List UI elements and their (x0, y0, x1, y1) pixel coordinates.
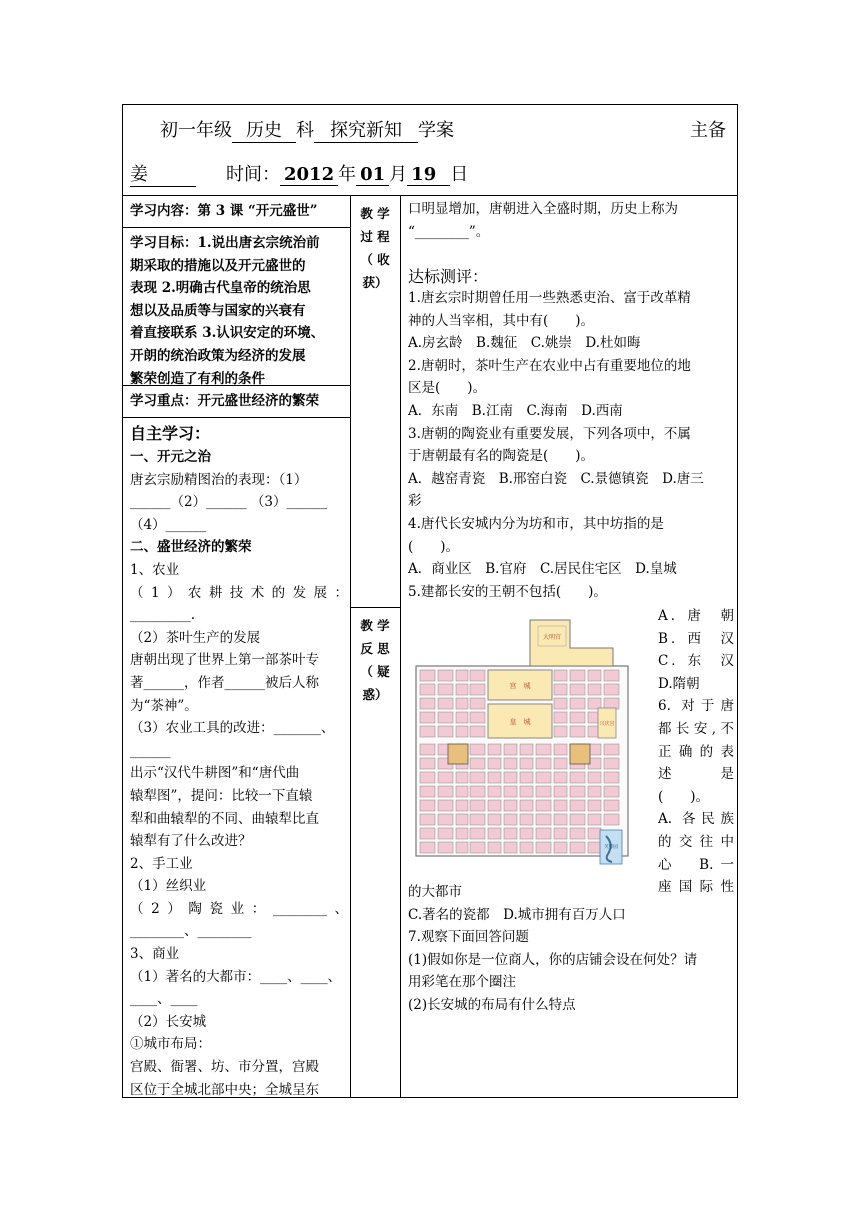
text-line: “________”。 (408, 223, 490, 240)
question-line: 7.观察下面回答问题 (408, 929, 529, 946)
q6-line: A. 各民族 (658, 811, 734, 828)
label-line: （ 疑 (360, 664, 390, 679)
text-line: 著______，作者______被后人称 (130, 674, 319, 691)
goal-line: 开朗的统治政策为经济的发展 (130, 347, 306, 364)
text-line: 出示“汉代牛耕图”和“唐代曲 (130, 765, 300, 782)
ward-block (438, 684, 453, 695)
ward-block (420, 698, 435, 709)
ward-block (536, 842, 551, 853)
nian: 年 (338, 164, 357, 185)
ward-block (520, 800, 533, 811)
ward-block (456, 698, 468, 709)
text-line: 犁和曲辕犁的不同、曲辕犁比直 (130, 810, 319, 827)
ward-block (554, 828, 567, 839)
ward-block (604, 758, 619, 769)
east-market (570, 744, 590, 764)
ward-block (488, 842, 501, 853)
ward-block (604, 670, 619, 681)
ward-block (470, 842, 485, 853)
text-line: ____、____ (130, 991, 198, 1008)
question-line: 区是( )。 (408, 380, 487, 397)
label-line: 获） (362, 275, 388, 290)
option: A．唐 朝 (658, 608, 734, 624)
q6-line: 述 是 (658, 766, 734, 783)
ward-block (470, 772, 485, 783)
label-line: 反 思 (360, 641, 390, 656)
learning-content: 学习内容：第 3 课 “开元盛世” (130, 203, 318, 219)
ward-block (570, 786, 585, 797)
ke: 科 (296, 120, 314, 141)
text-line: （3）农业工具的改进：_______、 (130, 720, 335, 737)
yue: 月 (389, 164, 408, 185)
text-line: ________、________ (130, 923, 252, 940)
question-line: 4.唐代长安城内分为坊和市，其中坊指的是 (408, 515, 664, 532)
goal-line: 表现 2.明确古代皇帝的统治思 (130, 280, 311, 297)
ward-block (488, 828, 501, 839)
ward-block (536, 800, 551, 811)
ward-block (470, 758, 485, 769)
ward-block (520, 786, 533, 797)
options-line: A．东南 B.江南 C.海南 D.西南 (408, 402, 623, 419)
ward-block (536, 758, 551, 769)
questions (408, 287, 734, 603)
question-line: 1.唐玄宗时期曾任用一些熟悉吏治、富于改革精 (408, 290, 691, 306)
label-line: 过 程 (360, 229, 390, 244)
teaching-reflection-label (356, 614, 394, 706)
ward-block (588, 786, 601, 797)
mid-divider (350, 607, 400, 608)
text-line: _________. (130, 607, 196, 624)
ward-block (604, 772, 619, 783)
ward-block (504, 744, 517, 755)
goal-line: 期采取的措施以及开元盛世的 (130, 257, 306, 274)
day: 19 (407, 164, 450, 186)
ward-block (604, 698, 619, 709)
ward-block (570, 684, 585, 695)
daming-label: 大明宫 (542, 634, 562, 641)
ward-block (536, 786, 551, 797)
goal-line: 繁荣创造了有利的条件 (130, 370, 265, 387)
ward-block (470, 684, 485, 695)
ward-block (470, 670, 485, 681)
furong-label: 芙蓉园 (604, 845, 618, 850)
ward-block (588, 772, 601, 783)
ward-block (554, 772, 567, 783)
ward-block (536, 814, 551, 825)
ward-block (554, 842, 567, 853)
ward-block (520, 772, 533, 783)
q5-q6-side (658, 605, 734, 899)
month: 01 (356, 164, 389, 186)
subject: 历史 (232, 116, 296, 143)
xingqing-label: 兴庆宫 (599, 721, 615, 727)
ward-block (488, 772, 501, 783)
intro-text (408, 198, 734, 243)
palace-city-label: 宫 城 (509, 682, 531, 690)
label-line: （ 收 (360, 252, 390, 267)
ward-block (504, 814, 517, 825)
q6-line: 正确的表 (658, 743, 734, 760)
text-line: ①城市布局： (130, 1036, 211, 1053)
ward-block (456, 828, 468, 839)
question-line: 3.唐朝的陶瓷业有重要发展，下列各项中，不属 (408, 425, 691, 442)
self-study-content (130, 446, 348, 1101)
ward-block (420, 786, 435, 797)
question-line: 5.建都长安的王朝不包括( )。 (408, 583, 607, 600)
ward-block (420, 670, 435, 681)
question-line: 2.唐朝时，茶叶生产在农业中占有重要地位的地 (408, 357, 691, 374)
plan-label: 学案 (418, 120, 454, 141)
ward-block (438, 842, 453, 853)
ward-block (554, 800, 567, 811)
question-line: 神的人当宰相，其中有( )。 (408, 312, 595, 329)
self-study-title: 自主学习： (130, 424, 211, 443)
text-line: （2）茶叶生产的发展 (130, 629, 261, 646)
ward-block (504, 758, 517, 769)
q6-line: 的大都市 (408, 884, 462, 900)
label-line: 惑） (362, 687, 388, 702)
text-line: （2）陶瓷业：________、 (130, 900, 348, 917)
ward-block (420, 744, 435, 755)
ward-block (504, 800, 517, 811)
ward-block (554, 712, 567, 723)
test-title: 达标测评： (408, 267, 489, 286)
goal-line: 学习目标：1.说出唐玄宗统治前 (130, 235, 320, 251)
ward-block (470, 828, 485, 839)
ward-block (536, 772, 551, 783)
ward-block (570, 670, 585, 681)
ward-block (456, 800, 468, 811)
ward-block (520, 758, 533, 769)
ward-block (488, 758, 501, 769)
ward-block (588, 828, 601, 839)
goal-line: 想以及品质等与国家的兴衰有 (130, 302, 306, 319)
ward-block (554, 698, 567, 709)
ward-block (536, 828, 551, 839)
ward-block (488, 744, 501, 755)
ward-block (554, 786, 567, 797)
author: 姜 (130, 160, 196, 187)
ri: 日 (450, 164, 469, 185)
text-line: （1）农耕技术的发展： (130, 584, 348, 601)
ward-block (570, 726, 585, 737)
options-line: A．越窑青瓷 B.邢窑白瓷 C.景德镇瓷 D.唐三 (408, 470, 704, 487)
label-line: 教 学 (360, 618, 390, 633)
west-market (448, 744, 468, 764)
ward-block (504, 786, 517, 797)
text-line: 辕犁有了什么改进？ (130, 833, 252, 850)
text-line: （4）______ (130, 516, 207, 533)
ward-block (604, 814, 619, 825)
q6-line: 6. 对于唐 (658, 698, 734, 715)
ward-block (456, 726, 468, 737)
ward-block (420, 842, 435, 853)
ward-block (504, 842, 517, 853)
section-title: 二、盛世经济的繁荣 (130, 539, 252, 556)
text-line: 宫殿、衙署、坊、市分置，宫殿 (130, 1059, 319, 1076)
text-line: 区位于全城北部中央；全城呈东 (130, 1081, 319, 1098)
ward-block (456, 684, 468, 695)
header-line-2 (130, 160, 468, 187)
text-line: 3、商业 (130, 946, 180, 963)
text-line: ______ (130, 742, 171, 759)
ward-block (588, 698, 601, 709)
label-line: 教 学 (360, 206, 390, 221)
text-line: 唐朝出现了世界上第一部茶叶专 (130, 652, 319, 669)
question-line: 用彩笔在那个圈注 (408, 974, 516, 991)
ward-block (554, 744, 567, 755)
ward-block (570, 698, 585, 709)
ward-block (488, 800, 501, 811)
zhubei-label: 主备 (690, 120, 726, 141)
text-line: 口明显增加，唐朝进入全盛时期，历史上称为 (408, 201, 678, 217)
ward-block (604, 800, 619, 811)
row-divider-1 (122, 227, 350, 228)
ward-block (488, 814, 501, 825)
teaching-process-label (356, 202, 394, 294)
ward-block (470, 712, 485, 723)
ward-block (420, 684, 435, 695)
changan-map (408, 604, 636, 874)
q6-line: 的交往中 (658, 833, 734, 850)
q6-line: ( )。 (658, 788, 710, 805)
ward-block (438, 786, 453, 797)
ward-block (456, 814, 468, 825)
ward-block (488, 786, 501, 797)
ward-block (588, 684, 601, 695)
ward-block (456, 670, 468, 681)
ward-block (470, 744, 485, 755)
text-line: （2）长安城 (130, 1013, 207, 1030)
text-line: （1）著名的大都市：____、____、 (130, 968, 342, 985)
ward-block (570, 712, 585, 723)
col-divider-right (400, 195, 401, 1098)
ward-block (470, 726, 485, 737)
ward-block (588, 842, 601, 853)
options-line: C.著名的瓷都 D.城市拥有百万人口 (408, 906, 626, 923)
q6-line: 心 B.一 (658, 856, 734, 873)
ward-block (554, 814, 567, 825)
option: B．西 汉 (658, 630, 734, 647)
ward-block (504, 828, 517, 839)
header-line-1 (160, 116, 454, 143)
imperial-city-label: 皇 城 (509, 718, 531, 726)
ward-block (420, 712, 435, 723)
ward-block (554, 684, 567, 695)
q6-line: 座国际性 (658, 879, 734, 896)
text-line: （1）丝织业 (130, 878, 207, 895)
header-divider (122, 195, 738, 196)
question-line: (2)长安城的布局有什么特点 (408, 996, 576, 1013)
row-divider-3 (122, 417, 350, 418)
ward-block (570, 828, 585, 839)
ward-block (554, 726, 567, 737)
q6-line: 都长安,不 (658, 720, 734, 737)
ward-block (438, 828, 453, 839)
ward-block (420, 814, 435, 825)
ward-block (456, 786, 468, 797)
ward-block (420, 772, 435, 783)
question-line: 于唐朝最有名的陶瓷是( )。 (408, 448, 595, 465)
ward-block (420, 828, 435, 839)
year: 2012 (280, 164, 338, 186)
ward-block (438, 772, 453, 783)
question-line: (1)假如你是一位商人，你的店铺会设在何处？请 (408, 951, 698, 968)
ward-block (604, 744, 619, 755)
options-line: A．商业区 B.官府 C.居民住宅区 D.皇城 (408, 561, 677, 578)
ward-block (470, 786, 485, 797)
time-label: 时间： (226, 164, 280, 185)
questions-tail (408, 881, 734, 1017)
ward-block (570, 772, 585, 783)
ward-block (554, 670, 567, 681)
ward-block (588, 670, 601, 681)
text-line: 1、农业 (130, 561, 180, 578)
ward-block (570, 842, 585, 853)
ward-block (438, 726, 453, 737)
ward-block (470, 814, 485, 825)
ward-block (420, 758, 435, 769)
text-line: 辕犁图”，提问：比较一下直辕 (130, 787, 313, 804)
ward-block (588, 800, 601, 811)
options-line: A.房玄龄 B.魏征 C.姚崇 D.杜如晦 (408, 335, 641, 352)
ward-block (588, 814, 601, 825)
text-line: 为“茶神”。 (130, 697, 198, 714)
options-line: 彩 (408, 493, 422, 510)
ward-block (438, 670, 453, 681)
col-divider-left (350, 195, 351, 1098)
ward-block (570, 800, 585, 811)
ward-block (456, 712, 468, 723)
ward-block (438, 712, 453, 723)
goal-line: 着直接联系 3.认识安定的环境、 (130, 325, 325, 342)
grade: 初一年级 (160, 120, 232, 141)
section-title: 一、开元之治 (130, 449, 211, 465)
ward-block (520, 744, 533, 755)
ward-block (470, 800, 485, 811)
ward-block (520, 814, 533, 825)
learning-goals (130, 232, 348, 390)
ward-block (520, 842, 533, 853)
ward-block (456, 772, 468, 783)
question-line: ( )。 (408, 538, 460, 555)
ward-block (504, 772, 517, 783)
text-line: ______（2）______ （3）______ (130, 494, 327, 511)
ward-block (438, 698, 453, 709)
ward-block (420, 800, 435, 811)
ward-block (570, 814, 585, 825)
topic: 探究新知 (314, 116, 418, 143)
ward-block (438, 800, 453, 811)
option: C．东 汉 (658, 653, 734, 670)
ward-block (520, 828, 533, 839)
ward-block (438, 814, 453, 825)
text-line: 唐玄宗励精图治的表现：（1） (130, 471, 308, 488)
ward-block (604, 684, 619, 695)
learning-key: 学习重点：开元盛世经济的繁荣 (130, 393, 319, 409)
ward-block (470, 698, 485, 709)
ward-block (420, 726, 435, 737)
ward-block (536, 744, 551, 755)
ward-block (604, 786, 619, 797)
ward-block (554, 758, 567, 769)
text-line: 2、手工业 (130, 855, 193, 872)
option: D.隋朝 (658, 675, 700, 692)
ward-block (456, 842, 468, 853)
